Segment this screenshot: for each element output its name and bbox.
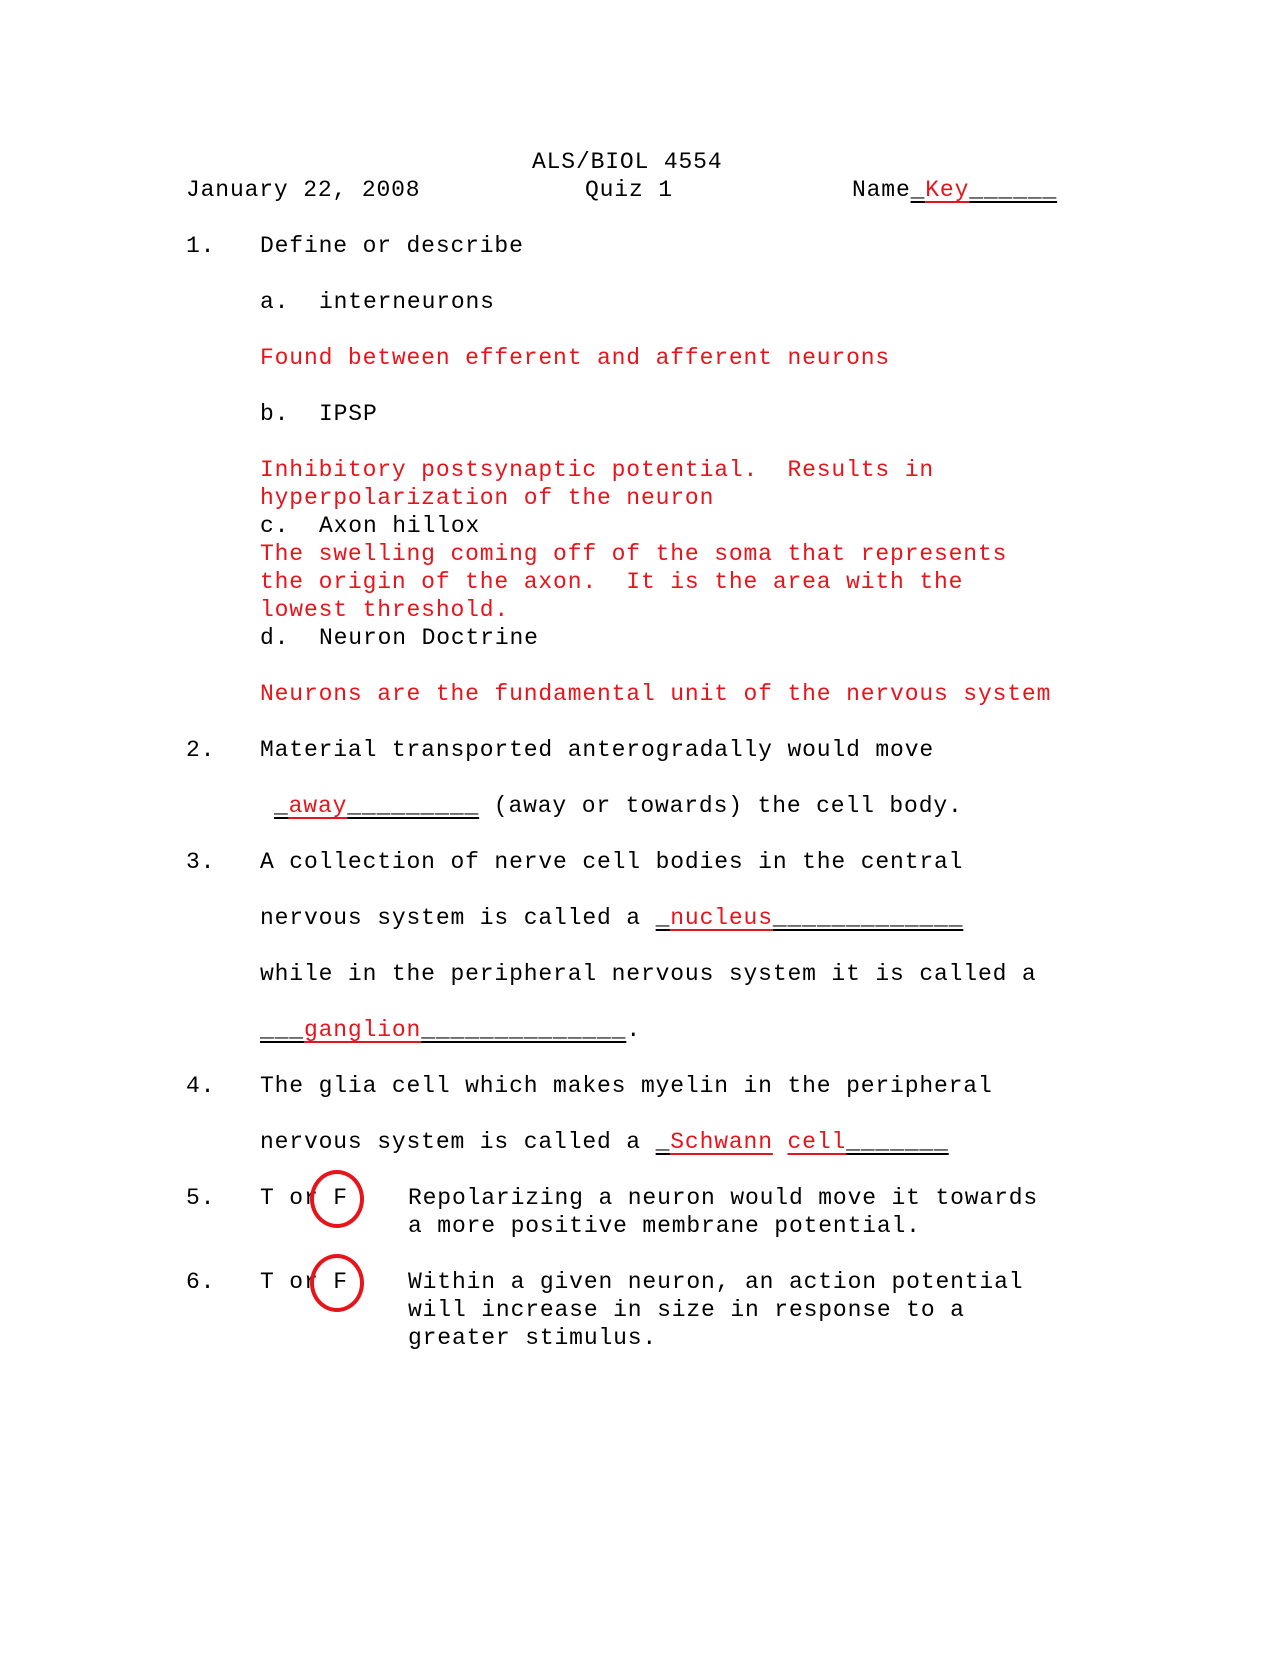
- q5-line1: Repolarizing a neuron would move it towards: [408, 1185, 1039, 1211]
- q3-line2: nervous system is called a _nucleus_____________: [260, 905, 964, 931]
- q1c-answer-line3: lowest threshold.: [260, 597, 510, 623]
- q1b-answer-line2: hyperpolarization of the neuron: [260, 485, 715, 511]
- q3-answer-ganglion: ganglion: [303, 1017, 422, 1043]
- q6-answer-circle: [310, 1254, 364, 1312]
- q1c-answer-line1: The swelling coming off of the soma that represents: [260, 541, 1008, 567]
- q3-line3: while in the peripheral nervous system it is called a: [260, 961, 1037, 987]
- q1b-term: IPSP: [319, 401, 378, 427]
- q3-end: .: [626, 1017, 641, 1043]
- q1d-term: Neuron Doctrine: [319, 625, 539, 651]
- q4-answer-schwann: Schwann: [670, 1129, 773, 1155]
- q5-number: 5.: [186, 1185, 216, 1211]
- q3-number: 3.: [186, 849, 216, 875]
- q6-choice: T or F: [260, 1269, 348, 1295]
- q3-line2-prefix: nervous system is called a: [260, 905, 656, 931]
- q2-line2: _away_________ (away or towards) the cell body.: [274, 793, 963, 819]
- q6-line2: will increase in size in response to a: [408, 1297, 965, 1323]
- q6-number: 6.: [186, 1269, 216, 1295]
- q5-line2: a more positive membrane potential.: [408, 1213, 921, 1239]
- q3-answer-nucleus: nucleus: [670, 905, 773, 931]
- q4-line2: nervous system is called a _Schwann cell_______: [260, 1129, 949, 1155]
- q6-line1: Within a given neuron, an action potential: [408, 1269, 1024, 1295]
- q4-line1: The glia cell which makes myelin in the peripheral: [260, 1073, 993, 1099]
- q1c-answer-line2: the origin of the axon. It is the area with the: [260, 569, 964, 595]
- name-answer: Key: [925, 177, 970, 203]
- q1d-answer: Neurons are the fundamental unit of the nervous system: [260, 681, 1052, 707]
- quiz-date: January 22, 2008: [186, 177, 421, 203]
- q3-line4: ___ganglion______________.: [260, 1017, 641, 1043]
- q1a-letter: a.: [260, 289, 290, 315]
- q5-answer-circle: [310, 1170, 364, 1228]
- q1c-term: Axon hillox: [319, 513, 481, 539]
- q4-answer-cell: cell: [787, 1129, 847, 1155]
- quiz-title: Quiz 1: [585, 177, 673, 203]
- q1-number: 1.: [186, 233, 216, 259]
- q1b-letter: b.: [260, 401, 290, 427]
- q1b-answer-line1: Inhibitory postsynaptic potential. Results in: [260, 457, 935, 483]
- q2-line1: Material transported anterogradally would move: [260, 737, 935, 763]
- course-title: ALS/BIOL 4554: [532, 149, 723, 175]
- name-label: Name: [852, 177, 911, 203]
- q5-choice: T or F: [260, 1185, 348, 1211]
- q2-number: 2.: [186, 737, 216, 763]
- q1-prompt: Define or describe: [260, 233, 524, 259]
- q1a-answer: Found between efferent and afferent neurons: [260, 345, 891, 371]
- q1a-term: interneurons: [319, 289, 495, 315]
- q2-answer: away: [288, 793, 348, 819]
- name-field: Name_Key______: [852, 177, 1058, 203]
- q1c-letter: c.: [260, 513, 290, 539]
- q1d-letter: d.: [260, 625, 290, 651]
- q6-line3: greater stimulus.: [408, 1325, 658, 1351]
- q2-line2-rest: (away or towards) the cell body.: [493, 793, 963, 819]
- q4-line2-prefix: nervous system is called a: [260, 1129, 656, 1155]
- q4-number: 4.: [186, 1073, 216, 1099]
- q3-line1: A collection of nerve cell bodies in the central: [260, 849, 964, 875]
